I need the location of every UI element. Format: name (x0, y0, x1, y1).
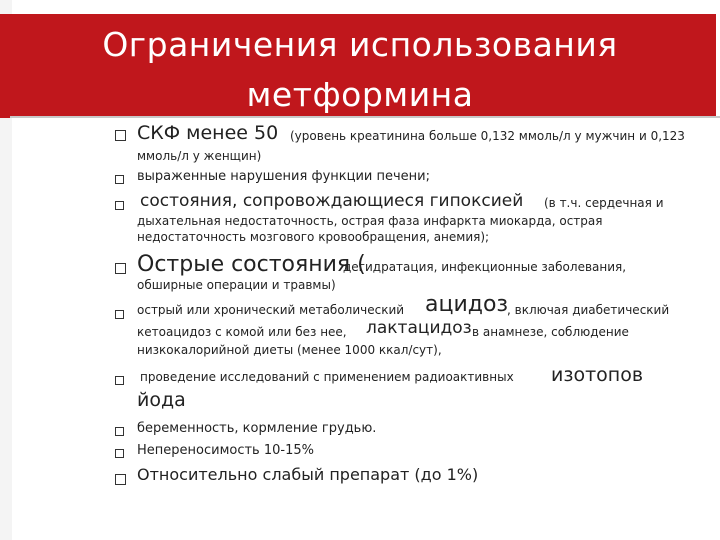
item-text: острый или хронический метаболический (137, 303, 405, 317)
square-bullet-icon (115, 130, 126, 141)
square-bullet-icon (115, 201, 124, 210)
square-bullet-icon (115, 263, 126, 274)
item-text: проведение исследований с применением радиоактивных (140, 370, 514, 384)
item-detail-text: дегидратация, инфекционные заболевания, (343, 260, 627, 274)
item-main-text: СКФ менее 50 (137, 122, 279, 144)
item-text: беременность, кормление грудью. (137, 421, 377, 436)
square-bullet-icon (115, 310, 124, 319)
square-bullet-icon (115, 175, 124, 184)
item-detail-text: ммоль/л у женщин) (137, 149, 262, 163)
square-bullet-icon (115, 376, 124, 385)
item-emphasis-text: ацидоз (425, 292, 509, 317)
item-text: низкокалорийной диеты (менее 1000 ккал/сут), (137, 343, 442, 357)
item-main-text: Острые состояния ( (137, 252, 366, 277)
item-text: выраженные нарушения функции печени; (137, 169, 430, 184)
item-text: кетоацидоз с комой или без нее, (137, 325, 347, 339)
title-divider (10, 116, 720, 118)
square-bullet-icon (115, 427, 124, 436)
item-emphasis-text: йода (137, 389, 186, 411)
slide-title (60, 20, 660, 120)
item-emphasis-text: изотопов (551, 364, 644, 386)
item-detail-text: (в т.ч. сердечная и (544, 196, 664, 210)
item-detail-text: обширные операции и травмы) (137, 278, 336, 292)
square-bullet-icon (115, 449, 124, 458)
item-detail-text: недостаточность мозгового кровообращения, анемия); (137, 230, 490, 244)
item-text: Относительно слабый препарат (до 1%) (137, 465, 479, 484)
item-detail-text: дыхательная недостаточность, острая фаза инфаркта миокарда, острая (137, 214, 603, 228)
title-line-1: Ограничения использования (102, 25, 618, 64)
item-emphasis-text: лактацидоз (366, 318, 472, 338)
item-detail-text: (уровень креатинина больше 0,132 ммоль/л у мужчин и 0,123 (290, 129, 685, 143)
item-main-text: состояния, сопровождающиеся гипоксией (140, 191, 524, 211)
item-text: , включая диабетический (507, 303, 670, 317)
item-text: Непереносимость 10-15% (137, 443, 314, 458)
title-line-2: метформина (246, 75, 474, 114)
square-bullet-icon (115, 474, 126, 485)
item-text: в анамнезе, соблюдение (472, 325, 629, 339)
